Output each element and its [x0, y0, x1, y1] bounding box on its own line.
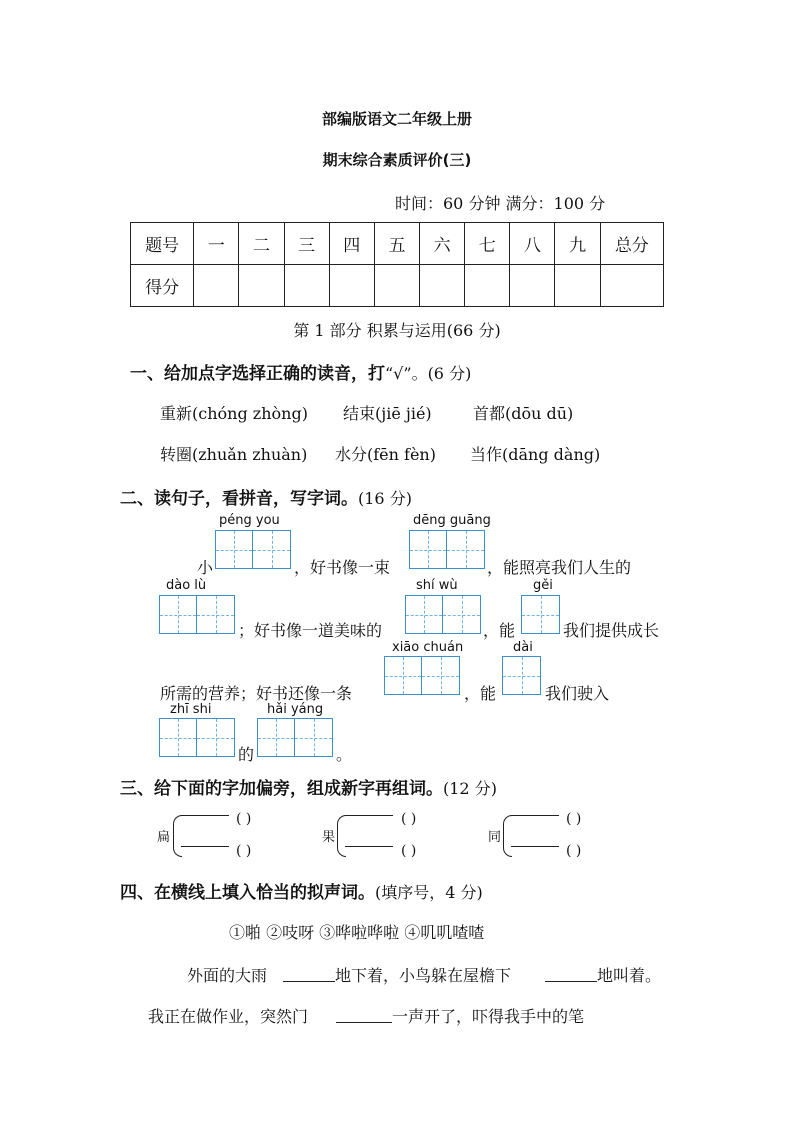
q3-points: (12 分) [443, 779, 497, 798]
score-table-header-row [131, 223, 664, 265]
score-table [130, 222, 664, 307]
pinyin-label: zhī shi [170, 702, 212, 717]
sentence-text: 我们提供成长 [563, 621, 660, 640]
q2-heading-text: 二、读句子，看拼音，写字词。 [120, 489, 358, 509]
q3-char: 扁 [157, 830, 171, 845]
table-cell: 八 [510, 223, 555, 265]
pinyin-label: gěi [533, 578, 553, 593]
pinyin-label: shí wù [416, 578, 458, 593]
q4-points: (填序号，4 分) [375, 883, 483, 902]
sentence-text: 地下着，小鸟躲在屋檐下 [335, 966, 512, 985]
sentence-text: ，能 [464, 684, 497, 703]
answer-paren[interactable]: ( ) [236, 811, 252, 827]
answer-paren[interactable]: ( ) [566, 843, 582, 859]
sentence-text: 外面的大雨 [187, 966, 268, 985]
writing-grid[interactable] [521, 595, 560, 634]
brace-icon [337, 815, 346, 857]
q1-option[interactable]: 转圈(zhuǎn zhuàn) [160, 445, 308, 464]
table-cell: 总分 [600, 223, 663, 265]
sentence-text: 一声开了，吓得我手中的笔 [392, 1007, 585, 1026]
writing-grid[interactable] [409, 530, 485, 569]
q1-option[interactable]: 重新(chóng zhòng) [160, 404, 308, 423]
sentence-text: 所需的营养；好书还像一条 [160, 684, 353, 703]
time-info: 时间：60 分钟 满分：100 分 [395, 194, 606, 213]
writing-grid[interactable] [159, 718, 235, 757]
table-cell: 六 [420, 223, 465, 265]
sentence-text: ，能照亮我们人生的 [487, 558, 632, 577]
sentence-text: ，能 [483, 621, 516, 640]
answer-blank[interactable] [181, 846, 229, 847]
pinyin-label: hǎi yáng [267, 702, 324, 717]
answer-blank[interactable] [545, 981, 597, 982]
answer-paren[interactable]: ( ) [401, 843, 417, 859]
q1-mark: “√” [385, 364, 412, 383]
score-cell[interactable] [329, 265, 374, 307]
q1-points: 。(6 分) [411, 364, 472, 383]
answer-blank[interactable] [511, 846, 559, 847]
q3-char: 果 [322, 830, 336, 845]
writing-grid[interactable] [384, 656, 460, 695]
score-cell[interactable] [420, 265, 465, 307]
sentence-text: 地叫着。 [597, 966, 662, 985]
answer-blank[interactable] [345, 815, 393, 816]
pinyin-label: xiāo chuán [392, 640, 464, 655]
score-cell[interactable] [374, 265, 419, 307]
table-cell: 五 [374, 223, 419, 265]
table-cell: 三 [284, 223, 329, 265]
score-cell[interactable] [194, 265, 239, 307]
sentence-text: ；好书像一道美味的 [238, 621, 383, 640]
score-cell[interactable] [284, 265, 329, 307]
q1-option[interactable]: 当作(dāng dàng) [470, 445, 601, 464]
brace-icon [173, 815, 182, 857]
q3-char: 同 [488, 830, 502, 845]
q2-points: (16 分) [358, 489, 412, 508]
document-title: 部编版语文二年级上册 [321, 110, 472, 128]
document-subtitle: 期末综合素质评价(三) [322, 151, 472, 169]
table-cell: 题号 [131, 223, 194, 265]
table-cell: 得分 [131, 265, 194, 307]
q3-heading [120, 774, 497, 799]
q2-heading [120, 484, 412, 509]
table-cell: 二 [239, 223, 284, 265]
brace-icon [503, 815, 512, 857]
score-cell[interactable] [239, 265, 284, 307]
sentence-text: 我正在做作业，突然门 [148, 1007, 309, 1026]
q4-options: ①啪 ②吱呀 ③哗啦哗啦 ④叽叽喳喳 [229, 923, 485, 942]
q1-option[interactable]: 水分(fēn fèn) [335, 445, 436, 464]
q1-option[interactable]: 首都(dōu dū) [473, 404, 574, 423]
answer-blank[interactable] [336, 1022, 392, 1023]
answer-blank[interactable] [283, 981, 335, 982]
score-cell[interactable] [555, 265, 600, 307]
answer-blank[interactable] [181, 815, 229, 816]
sentence-text: ，好书像一束 [294, 558, 391, 577]
table-cell: 九 [555, 223, 600, 265]
writing-grid[interactable] [502, 656, 541, 695]
writing-grid[interactable] [405, 595, 481, 634]
score-table-score-row [131, 265, 664, 307]
sentence-text: 的 [238, 745, 255, 764]
answer-paren[interactable]: ( ) [566, 811, 582, 827]
q3-heading-text: 三、给下面的字加偏旁，组成新字再组词。 [120, 779, 443, 799]
writing-grid[interactable] [257, 718, 333, 757]
q1-option[interactable]: 结束(jiē jié) [343, 404, 432, 423]
answer-paren[interactable]: ( ) [401, 811, 417, 827]
writing-grid[interactable] [159, 595, 235, 634]
table-cell: 一 [194, 223, 239, 265]
part-heading: 第 1 部分 积累与运用(66 分) [293, 321, 501, 340]
q1-heading [130, 359, 471, 384]
score-cell[interactable] [600, 265, 663, 307]
sentence-text: 。 [336, 745, 353, 764]
q1-heading-text: 一、给加点字选择正确的读音，打 [130, 364, 385, 384]
pinyin-label: dài [513, 640, 533, 655]
answer-paren[interactable]: ( ) [236, 843, 252, 859]
q4-heading-text: 四、在横线上填入恰当的拟声词。 [120, 883, 375, 903]
writing-grid[interactable] [215, 530, 291, 569]
table-cell: 四 [329, 223, 374, 265]
score-cell[interactable] [510, 265, 555, 307]
q4-heading [120, 878, 483, 903]
pinyin-label: dēng guāng [413, 513, 491, 528]
pinyin-label: péng you [219, 513, 280, 528]
sentence-text: 小 [197, 558, 214, 577]
score-cell[interactable] [465, 265, 510, 307]
table-cell: 七 [465, 223, 510, 265]
sentence-text: 我们驶入 [545, 684, 610, 703]
answer-blank[interactable] [511, 815, 559, 816]
pinyin-label: dào lù [166, 578, 207, 593]
answer-blank[interactable] [345, 846, 393, 847]
